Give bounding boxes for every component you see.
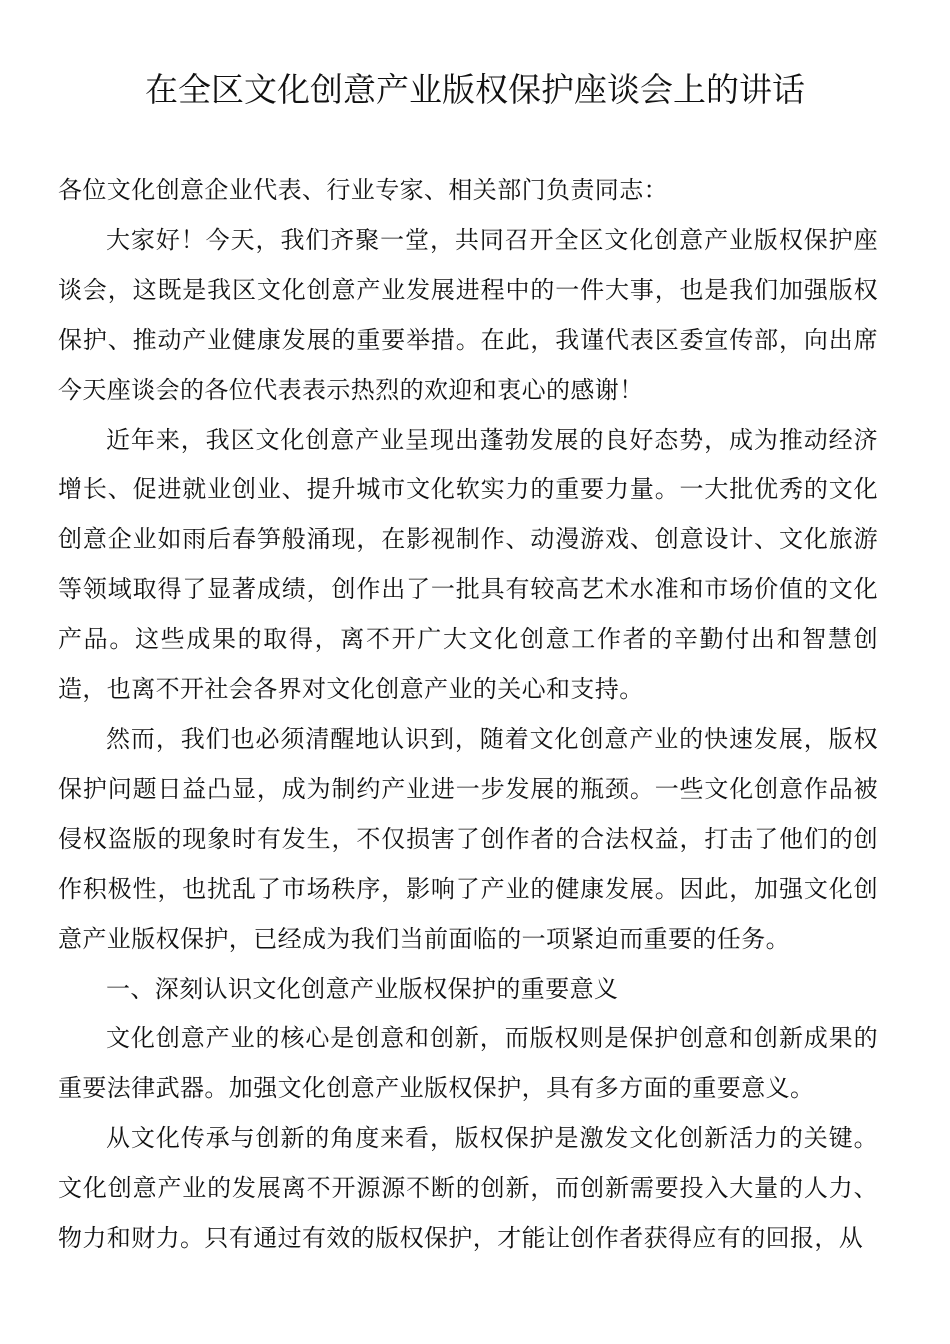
section-heading: 一、深刻认识文化创意产业版权保护的重要意义 [106,974,619,1003]
paragraph-problem: 然而，我们也必须清醒地认识到，随着文化创意产业的快速发展，版权保护问题日益凸显，成为制约产业进一步发展的瓶颈。一些文化创意作品被侵权盗版的现象时有发生，不仅损害了创作者的合法权益，打击了他们的创作积极性，也扰乱了市场秩序，影响了产业的健康发展。因此，加强文化创意产业版权保护，已经成为我们当前面临的一项紧迫而重要的任务。 [58,724,878,953]
paragraph-culture-innovation: 从文化传承与创新的角度来看，版权保护是激发文化创新活力的关键。文化创意产业的发展离不开源源不断的创新，而创新需要投入大量的人力、物力和财力。只有通过有效的版权保护，才能让创作者获得应有的回报，从 [58,1124,878,1253]
document-body [58,166,878,1264]
paragraph-background: 近年来，我区文化创意产业呈现出蓬勃发展的良好态势，成为推动经济增长、促进就业创业、提升城市文化软实力的重要力量。一大批优秀的文化创意企业如雨后春笋般涌现，在影视制作、动漫游戏、创意设计、文化旅游等领域取得了显著成绩，创作出了一批具有较高艺术水准和市场价值的文化产品。这些成果的取得，离不开广大文化创意工作者的辛勤付出和智慧创造，也离不开社会各界对文化创意产业的关心和支持。 [58,425,878,704]
salutation: 各位文化创意企业代表、行业专家、相关部门负责同志： [58,176,668,204]
paragraph-greeting: 大家好！今天，我们齐聚一堂，共同召开全区文化创意产业版权保护座谈会，这既是我区文化创意产业发展进程中的一件大事，也是我们加强版权保护、推动产业健康发展的重要举措。在此，我谨代表区委宣传部，向出席今天座谈会的各位代表表示热烈的欢迎和衷心的感谢！ [58,225,878,404]
page-title: 在全区文化创意产业版权保护座谈会上的讲话 [145,70,805,109]
paragraph-significance: 文化创意产业的核心是创意和创新，而版权则是保护创意和创新成果的重要法律武器。加强文化创意产业版权保护，具有多方面的重要意义。 [58,1024,878,1103]
